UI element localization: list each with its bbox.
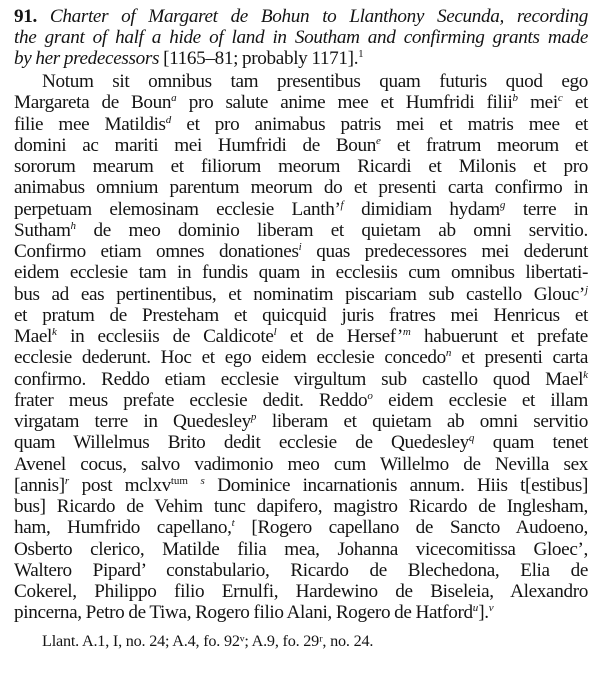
text-segment: Confirmo etiam omnes donationes [14, 241, 299, 262]
text-segment: frater meus prefate ecclesie dedit. Reddo [14, 389, 368, 411]
apparatus-note-ref: k [52, 326, 57, 338]
text-segment: Sutham [14, 219, 71, 241]
text-segment: pro salute anime mee et Humfridi filii [176, 92, 513, 114]
text-segment: eidem ecclesie tam in fundis quam in ecclesiis cum omnibus libertati- [14, 262, 588, 284]
apparatus-note-ref: m [402, 326, 411, 338]
text-line [14, 220, 588, 241]
text-segment: domini ac mariti mei Humfridi de Boun [14, 134, 377, 156]
apparatus-note-ref: r [64, 474, 70, 487]
text-segment: eidem ecclesie et illam [372, 389, 589, 411]
apparatus-note-ref: a [171, 92, 177, 105]
text-segment: Waltero Pipard’ constabulario, Ricardo de Blechedona, Elia de [14, 559, 588, 581]
text-segment: bus ad eas pertinentibus, et nominatim piscariam sub castello Glouc’ [14, 283, 585, 305]
text-segment: animabus omnium parentum meorum do et presenti carta confirmo in [14, 177, 588, 199]
apparatus-note-ref: v [488, 602, 494, 615]
text-line [14, 454, 588, 475]
text-line [14, 517, 588, 538]
text-line [14, 262, 588, 283]
text-line [14, 177, 588, 198]
text-segment: in ecclesiis de Caldicote [56, 326, 274, 347]
charter-title-line: Charter of Margaret de Bohun to Llanthony Secunda, recording [49, 6, 589, 27]
apparatus-note-ref: u [472, 602, 479, 615]
text-segment: bus] Ricardo de Vehim tunc dapifero, magistro Ricardo de Inglesham, [14, 496, 588, 517]
apparatus-note-ref: j [584, 283, 588, 296]
text-segment: quam tenet [474, 432, 588, 454]
text-line [14, 305, 588, 326]
text-segment: liberam et quietam ab omni servitio [256, 411, 589, 432]
text-line [14, 199, 588, 220]
text-segment: [annis] [14, 474, 65, 496]
text-line [14, 284, 588, 305]
text-segment: et de Hersef’ [276, 326, 403, 347]
text-line [14, 539, 588, 560]
text-line [14, 475, 588, 496]
apparatus-note-ref: q [468, 432, 475, 445]
apparatus-note-ref: s [200, 474, 205, 487]
superscript-abbreviation: tum [170, 474, 188, 487]
text-segment: Osberto clerico, Matilde filia mea, Johanna vicecomitissa Gloec’, [14, 538, 588, 560]
text-segment: virgatam terre in Quedesley [14, 411, 251, 432]
text-line [14, 114, 588, 135]
charter-text [14, 71, 588, 624]
apparatus-note-ref: l [273, 326, 277, 338]
text-segment: terre in [505, 198, 588, 220]
apparatus-note-ref: o [367, 389, 373, 402]
text-segment: perpetuam elemosinam ecclesie Lanth’ [14, 198, 341, 220]
text-segment: mei [517, 92, 558, 114]
text-segment [188, 475, 200, 496]
text-segment: et fratrum meorum et [380, 134, 588, 156]
text-line [14, 92, 588, 113]
text-line [14, 135, 588, 156]
text-segment: filie mee Matildis [14, 113, 166, 135]
text-segment: quas predecessores mei dederunt [301, 241, 589, 262]
text-line [14, 560, 588, 581]
text-segment: [Rogero capellano de Sancto Audoeno, [234, 517, 588, 539]
text-segment: sororum mearum et filiorum meorum Ricardi et Milonis et pro [14, 156, 588, 177]
text-segment: ham, Humfrido capellano, [14, 517, 232, 539]
text-segment: Margareta de Boun [14, 92, 172, 114]
apparatus-note-ref: d [165, 113, 172, 126]
text-line [14, 602, 588, 623]
text-line [14, 71, 588, 92]
text-segment: et pratum de Presteham et quicquid juris fratres mei Henricus et [14, 304, 588, 326]
text-segment: confirmo. Reddo etiam ecclesie virgultum sub castello quod Mael [14, 368, 584, 390]
text-segment: Mael [14, 326, 53, 347]
text-line [14, 241, 588, 262]
text-segment: Dominice incarnationis annum. Hiis t[estibus] [204, 474, 588, 496]
text-line [14, 581, 588, 602]
text-line [14, 390, 588, 411]
footnote-ref: 1 [358, 48, 364, 60]
text-segment: pincerna, Petro de Tiwa, Rogero filio Alani, Rogero de Hatford [14, 602, 473, 624]
apparatus-note-ref: i [298, 241, 302, 253]
text-segment: ecclesie dederunt. Hoc et ego eidem ecclesie concedo [14, 347, 446, 369]
text-segment: et [562, 92, 588, 114]
manuscript-sources: Llant. A.1, I, no. 24; A.4, fo. 92ᵛ; A.9, fo. 29ʳ, no. 24. [42, 631, 374, 650]
apparatus-note-ref: k [583, 368, 588, 381]
apparatus-note-ref: h [70, 219, 77, 232]
text-line [14, 411, 588, 432]
text-line [14, 496, 588, 517]
apparatus-note-ref: p [250, 411, 257, 423]
text-line [14, 369, 588, 390]
apparatus-note-ref: g [499, 198, 506, 211]
text-line [14, 432, 588, 453]
text-segment: post mclxv [69, 474, 171, 496]
text-line [14, 326, 588, 347]
text-line [14, 156, 588, 177]
text-segment: dimidiam hydam [343, 198, 500, 220]
text-segment: habuerunt et prefate [410, 326, 588, 347]
charter-title-line: by her predecessors [14, 48, 160, 69]
apparatus-note-ref: c [557, 92, 563, 105]
text-segment: Cokerel, Philippo filio Ernulfi, Hardewino de Biseleia, Alexandro [14, 581, 588, 602]
text-line [14, 347, 588, 368]
text-segment: Avenel cocus, salvo vadimonio meo cum Willelmo de Nevilla sex [14, 453, 588, 475]
text-segment: quam Willelmus Brito dedit ecclesie de Quedesley [14, 432, 469, 454]
apparatus-note-ref: b [512, 92, 518, 105]
apparatus-note-ref: f [340, 198, 344, 211]
apparatus-note-ref: e [376, 134, 381, 147]
text-segment: et presenti carta [451, 347, 588, 369]
apparatus-note-ref: t [231, 517, 235, 530]
charter-title-line: the grant of half a hide of land in Southam and confirming grants made [14, 27, 588, 48]
text-segment: de meo dominio liberam et quietam ab omni servitio. [76, 219, 588, 241]
charter-date: [1165–81; probably 1171] [163, 48, 354, 69]
apparatus-note-ref: n [445, 347, 452, 360]
charter-number: 91. [14, 6, 37, 27]
charter-title-end: . [353, 48, 359, 69]
text-segment: et pro animabus patris mei et matris mee et [171, 113, 588, 135]
text-segment: Notum sit omnibus tam presentibus quam futuris quod ego [42, 71, 588, 92]
charter-heading [14, 6, 588, 69]
text-segment: ]. [478, 602, 489, 624]
